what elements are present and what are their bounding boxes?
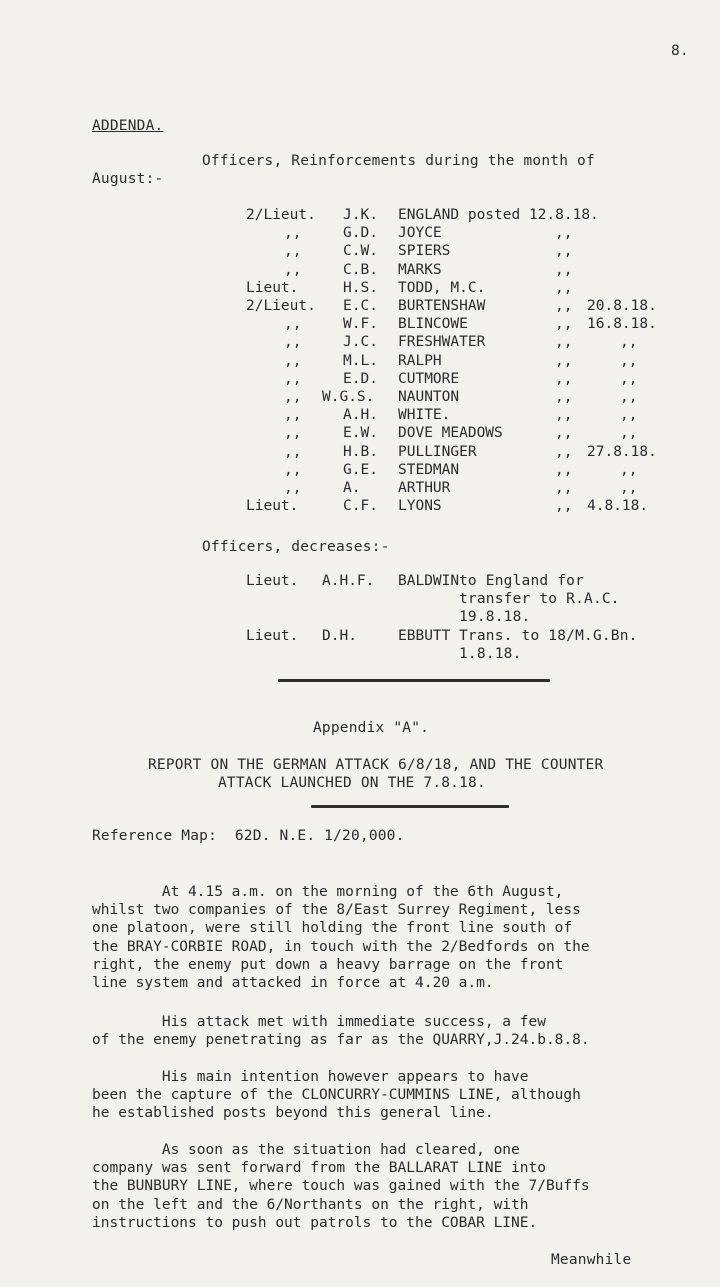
officer-rank: ,,: [284, 461, 302, 478]
officer-name: BALDWIN: [398, 573, 460, 589]
decrease-detail: 1.8.18.: [459, 645, 522, 662]
ditto-mark: ,,: [555, 425, 573, 442]
ditto-mark: ,,: [555, 443, 573, 460]
paragraph-line: the BRAY-CORBIE ROAD, in touch with the 2/Bedfords on the: [92, 938, 590, 955]
report-paragraph: [92, 1141, 718, 1232]
decrease-detail: 19.8.18.: [459, 609, 531, 626]
officer-name: NAUNTON: [398, 389, 460, 405]
paragraph-line: been the capture of the CLONCURRY-CUMMINS LINE, although: [92, 1087, 581, 1104]
officer-rank: ,,: [284, 443, 302, 460]
officer-name: BURTENSHAW: [398, 298, 486, 314]
posting-date: ,,: [620, 425, 638, 442]
officer-rank: 2/Lieut.: [246, 298, 316, 314]
paragraph-line: His attack met with immediate success, a few: [92, 1014, 546, 1030]
officer-rank: Lieut.: [246, 279, 299, 296]
officer-rank: 2/Lieut.: [246, 207, 316, 223]
paragraph-line: company was sent forward from the BALLARAT LINE into: [92, 1160, 546, 1177]
report-paragraph: [92, 883, 718, 992]
reinforcement-row: [0, 497, 720, 515]
paragraph-line: one platoon, were still holding the front line south of: [92, 920, 573, 937]
officer-name: MARKS: [398, 261, 442, 278]
reinforcement-row: [0, 224, 720, 242]
reinforcement-row: [0, 443, 720, 461]
officer-name: BLINCOWE: [398, 316, 468, 333]
title-underline: [311, 805, 509, 808]
paragraph-line: instructions to push out patrols to the COBAR LINE.: [92, 1214, 538, 1231]
section-divider: [278, 679, 550, 682]
decrease-detail: transfer to R.A.C.: [459, 591, 620, 608]
reinforcement-row: [0, 479, 720, 497]
reinforcement-row: [0, 461, 720, 479]
officer-rank: ,,: [284, 225, 302, 242]
officer-name: TODD, M.C.: [398, 279, 486, 296]
paragraph-line: the BUNBURY LINE, where touch was gained with the 7/Buffs: [92, 1178, 590, 1195]
reinforcement-row: [0, 333, 720, 351]
paragraph-line: line system and attacked in force at 4.20 a.m.: [92, 974, 494, 991]
officer-rank: ,,: [284, 243, 302, 260]
ditto-mark: ,,: [555, 480, 573, 496]
posting-date: 20.8.18.: [587, 298, 657, 314]
reinforcement-row: [0, 424, 720, 442]
ditto-mark: ,,: [555, 225, 573, 242]
ditto-mark: ,,: [555, 461, 573, 478]
officer-initials: G.D.: [343, 225, 378, 242]
officer-initials: A.H.: [343, 407, 378, 424]
officer-initials: W.F.: [343, 316, 378, 333]
officer-rank: Lieut.: [246, 498, 299, 515]
paragraph-line: whilst two companies of the 8/East Surrey Regiment, less: [92, 902, 581, 919]
reinforcement-row: [0, 206, 720, 224]
officer-name: SPIERS: [398, 243, 451, 260]
officer-initials: D.H.: [322, 627, 357, 644]
posting-date: 4.8.18.: [587, 498, 649, 515]
paragraph-line: His main intention however appears to have: [92, 1069, 529, 1085]
addenda-heading: ADDENDA.: [92, 118, 164, 134]
posting-date: ,,: [620, 461, 638, 478]
posting-date: ,,: [620, 389, 638, 405]
reinforcement-row: [0, 242, 720, 260]
paragraph-line: of the enemy penetrating as far as the QUARRY,J.24.b.8.8.: [92, 1032, 590, 1049]
officer-rank: ,,: [284, 389, 302, 405]
reinforcement-row: [0, 315, 720, 333]
officer-rank: ,,: [284, 261, 302, 278]
officer-name: FRESHWATER: [398, 334, 486, 351]
officer-rank: Lieut.: [246, 627, 299, 644]
reinforcements-intro-line1: Officers, Reinforcements during the month of: [202, 153, 595, 169]
officer-name: STEDMAN: [398, 461, 460, 478]
report-paragraph: [92, 1068, 718, 1123]
officer-name: WHITE.: [398, 407, 451, 424]
officer-rank: ,,: [284, 316, 302, 333]
officer-initials: C.B.: [343, 261, 378, 278]
ditto-mark: ,,: [555, 498, 573, 515]
reference-map: Reference Map: 62D. N.E. 1/20,000.: [92, 828, 405, 844]
paragraph-line: As soon as the situation had cleared, one: [92, 1142, 520, 1158]
paragraph-line: right, the enemy put down a heavy barrage on the front: [92, 956, 564, 973]
officer-rank: Lieut.: [246, 573, 299, 589]
paragraph-line: he established posts beyond this general line.: [92, 1105, 494, 1122]
posting-date: 16.8.18.: [587, 316, 657, 333]
ditto-mark: ,,: [555, 370, 573, 387]
officer-name: ENGLAND posted 12.8.18.: [398, 207, 599, 223]
ditto-mark: ,,: [555, 389, 573, 405]
paragraph-line: on the left and the 6/Northants on the right, with: [92, 1196, 529, 1213]
ditto-mark: ,,: [555, 334, 573, 351]
officer-name: RALPH: [398, 352, 442, 369]
reinforcement-row: [0, 388, 720, 406]
posting-date: ,,: [620, 370, 638, 387]
officer-initials: H.B.: [343, 443, 378, 460]
ditto-mark: ,,: [555, 352, 573, 369]
posting-date: ,,: [620, 407, 638, 424]
officer-initials: H.S.: [343, 279, 378, 296]
ditto-mark: ,,: [555, 298, 573, 314]
officer-name: EBBUTT: [398, 627, 451, 644]
ditto-mark: ,,: [555, 279, 573, 296]
officer-initials: C.W.: [343, 243, 378, 260]
report-title-line2: ATTACK LAUNCHED ON THE 7.8.18.: [218, 775, 486, 791]
officer-initials: A.: [343, 480, 361, 496]
officer-rank: ,,: [284, 334, 302, 351]
officer-rank: ,,: [284, 370, 302, 387]
reinforcement-row: [0, 406, 720, 424]
reinforcements-intro-line2: August:-: [92, 171, 164, 187]
posting-date: ,,: [620, 352, 638, 369]
officer-name: CUTMORE: [398, 370, 460, 387]
officer-initials: M.L.: [343, 352, 378, 369]
officer-initials: J.K.: [343, 207, 378, 223]
officer-initials: E.W.: [343, 425, 378, 442]
officer-initials: C.F.: [343, 498, 378, 515]
ditto-mark: ,,: [555, 407, 573, 424]
catchword: Meanwhile: [551, 1252, 632, 1268]
officer-name: JOYCE: [398, 225, 442, 242]
posting-date: ,,: [620, 480, 638, 496]
officer-name: ARTHUR: [398, 480, 451, 496]
reinforcement-row: [0, 279, 720, 297]
posting-date: 27.8.18.: [587, 443, 657, 460]
report-title-line1: REPORT ON THE GERMAN ATTACK 6/8/18, AND THE COUNTER: [148, 757, 604, 773]
decrease-detail: Trans. to 18/M.G.Bn.: [459, 627, 638, 644]
appendix-title: Appendix "A".: [313, 720, 430, 736]
officer-initials: J.C.: [343, 334, 378, 351]
officer-initials: A.H.F.: [322, 573, 375, 589]
paragraph-line: At 4.15 a.m. on the morning of the 6th August,: [92, 884, 564, 900]
reinforcement-row: [0, 370, 720, 388]
officer-rank: ,,: [284, 425, 302, 442]
officer-initials: G.E.: [343, 461, 378, 478]
report-paragraph: [92, 1013, 718, 1049]
ditto-mark: ,,: [555, 316, 573, 333]
decrease-row: [0, 572, 720, 590]
officer-initials: E.C.: [343, 298, 378, 314]
decreases-intro: Officers, decreases:-: [202, 539, 390, 555]
officer-name: PULLINGER: [398, 443, 477, 460]
ditto-mark: ,,: [555, 261, 573, 278]
officer-initials: W.G.S.: [322, 389, 375, 405]
page-number: 8.: [671, 43, 689, 59]
officer-name: DOVE MEADOWS: [398, 425, 503, 442]
officer-name: LYONS: [398, 498, 442, 515]
ditto-mark: ,,: [555, 243, 573, 260]
officer-initials: E.D.: [343, 370, 378, 387]
officer-rank: ,,: [284, 407, 302, 424]
reinforcement-row: [0, 297, 720, 315]
decrease-detail: to England for: [459, 573, 585, 589]
posting-date: ,,: [620, 334, 638, 351]
officer-rank: ,,: [284, 480, 302, 496]
reinforcement-row: [0, 261, 720, 279]
reinforcement-row: [0, 352, 720, 370]
officer-rank: ,,: [284, 352, 302, 369]
